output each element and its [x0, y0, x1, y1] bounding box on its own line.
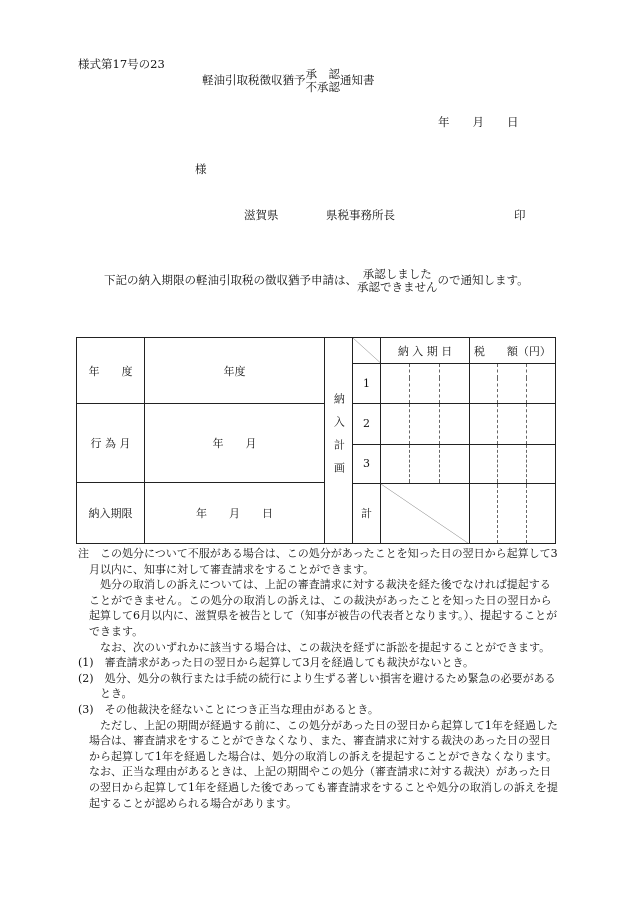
row-label-action-month: 行 為 月 — [77, 404, 145, 482]
total-date-diagonal-cell — [381, 483, 469, 543]
plan-row-3-tax-c[interactable] — [527, 444, 556, 483]
seal-mark: 印 — [514, 208, 526, 222]
plan-row-1-tax-b[interactable] — [498, 364, 527, 404]
row-value-fiscal-year: 年度 — [145, 338, 325, 404]
title-option-reject: 不承認 — [305, 80, 340, 94]
total-label: 計 — [352, 483, 381, 543]
plan-row-1-date-c[interactable] — [439, 364, 469, 404]
title-option-approve: 承 認 — [305, 67, 340, 81]
form-number: 様式第17号の23 — [78, 57, 165, 71]
note-proviso: ただし、上記の期間が経過する前に、この処分があった日の翌日から起算して1年を経過した場合は、審査請求をすることができなくなり、また、審査請求に対する裁決のあった日の翌日から起算して1年を経過した場合は、処分の取消しの訴えを提起することができなくなります。なお、正当な理由があるときは、上記の期間やこの処分（審査請求に対する裁決）があった日の翌日から起算して1年を経過した後であっても審査請求をすることや処分の取消しの訴えを提起することが認められる場合があります。 — [89, 718, 558, 810]
title-suffix: 通知書 — [340, 73, 375, 87]
plan-row-2-date-b[interactable] — [410, 404, 440, 444]
corner-diagonal-cell — [352, 338, 381, 364]
tax-deferral-table — [76, 337, 556, 544]
plan-row-2-tax-b[interactable] — [498, 404, 527, 444]
plan-vertical-text: 納入計画 — [332, 393, 346, 485]
plan-row-3-tax-b[interactable] — [498, 444, 527, 483]
plan-row-1-tax-a[interactable] — [469, 364, 498, 404]
plan-row-2-date-c[interactable] — [439, 404, 469, 444]
body-text-before: 下記の納入期限の軽油引取税の徴収猶予申請は、 — [104, 273, 357, 287]
row-label-fiscal-year: 年 度 — [77, 338, 145, 404]
title-prefix: 軽油引取税徴収猶予 — [202, 73, 306, 87]
row-value-action-month: 年 月 — [145, 404, 325, 482]
note-item-2: (2) 処分、処分の執行または手続の続行により生ずる著しい損害を避けるため緊急の必要があるとき。 — [78, 671, 556, 701]
total-tax-c[interactable] — [527, 483, 556, 543]
row-label-due-date: 納入期限 — [77, 482, 145, 543]
plan-row-1-date-a[interactable] — [381, 364, 410, 404]
document-title — [202, 68, 375, 94]
plan-row-3-date-b[interactable] — [410, 444, 440, 483]
title-options — [306, 68, 341, 94]
plan-row-1-tax-c[interactable] — [527, 364, 556, 404]
note-item-3: (3) その他裁決を経ないことにつき正当な理由があるとき。 — [78, 702, 379, 716]
plan-row-1-date-b[interactable] — [410, 364, 440, 404]
header-due-date: 納 入 期 日 — [381, 338, 469, 364]
body-option-not-approved: 承認できません — [357, 280, 438, 294]
row-value-due-date: 年 月 日 — [145, 482, 325, 543]
note-item-1: (1) 審査請求があった日の翌日から起算して3月を経過しても裁決がないとき。 — [78, 656, 475, 670]
total-tax-b[interactable] — [498, 483, 527, 543]
body-options — [357, 268, 438, 294]
note-main: 注 この処分について不服がある場合は、この処分があったことを知った日の翌日から起算して3月以内に、知事に対して審査請求をすることができます。 — [78, 547, 558, 576]
plan-row-3-date-a[interactable] — [381, 444, 410, 483]
plan-row-1-label: 1 — [352, 364, 381, 404]
plan-row-2-label: 2 — [352, 404, 381, 444]
date-line: 年 月 日 — [438, 115, 519, 129]
notes-section — [78, 546, 558, 811]
total-tax-a[interactable] — [469, 483, 498, 543]
issuer-prefecture: 滋賀県 — [244, 208, 279, 222]
body-option-approved: 承認しました — [362, 267, 432, 281]
addressee-suffix: 様 — [195, 162, 207, 176]
header-tax-amount: 税 額（円） — [469, 338, 555, 364]
plan-vertical-label — [325, 338, 353, 544]
plan-row-3-label: 3 — [352, 444, 381, 483]
plan-row-2-date-a[interactable] — [381, 404, 410, 444]
plan-row-3-date-c[interactable] — [439, 444, 469, 483]
note-revocation: 処分の取消しの訴えについては、上記の審査請求に対する裁決を経た後でなければ提起することができません。この処分の取消しの訴えは、この裁決があったことを知った日の翌日から起算して6月以内に、滋賀県を被告として（知事が被告の代表者となります。）、提起することができます。 — [89, 578, 558, 638]
note-exceptions: なお、次のいずれかに該当する場合は、この裁決を経ずに訴訟を提起することができます。 — [100, 640, 551, 654]
plan-row-3-tax-a[interactable] — [469, 444, 498, 483]
issuer-office: 県税事務所長 — [326, 208, 395, 222]
body-text-after: ので通知します。 — [437, 273, 529, 287]
body-text — [104, 268, 529, 294]
plan-row-2-tax-c[interactable] — [527, 404, 556, 444]
plan-row-2-tax-a[interactable] — [469, 404, 498, 444]
